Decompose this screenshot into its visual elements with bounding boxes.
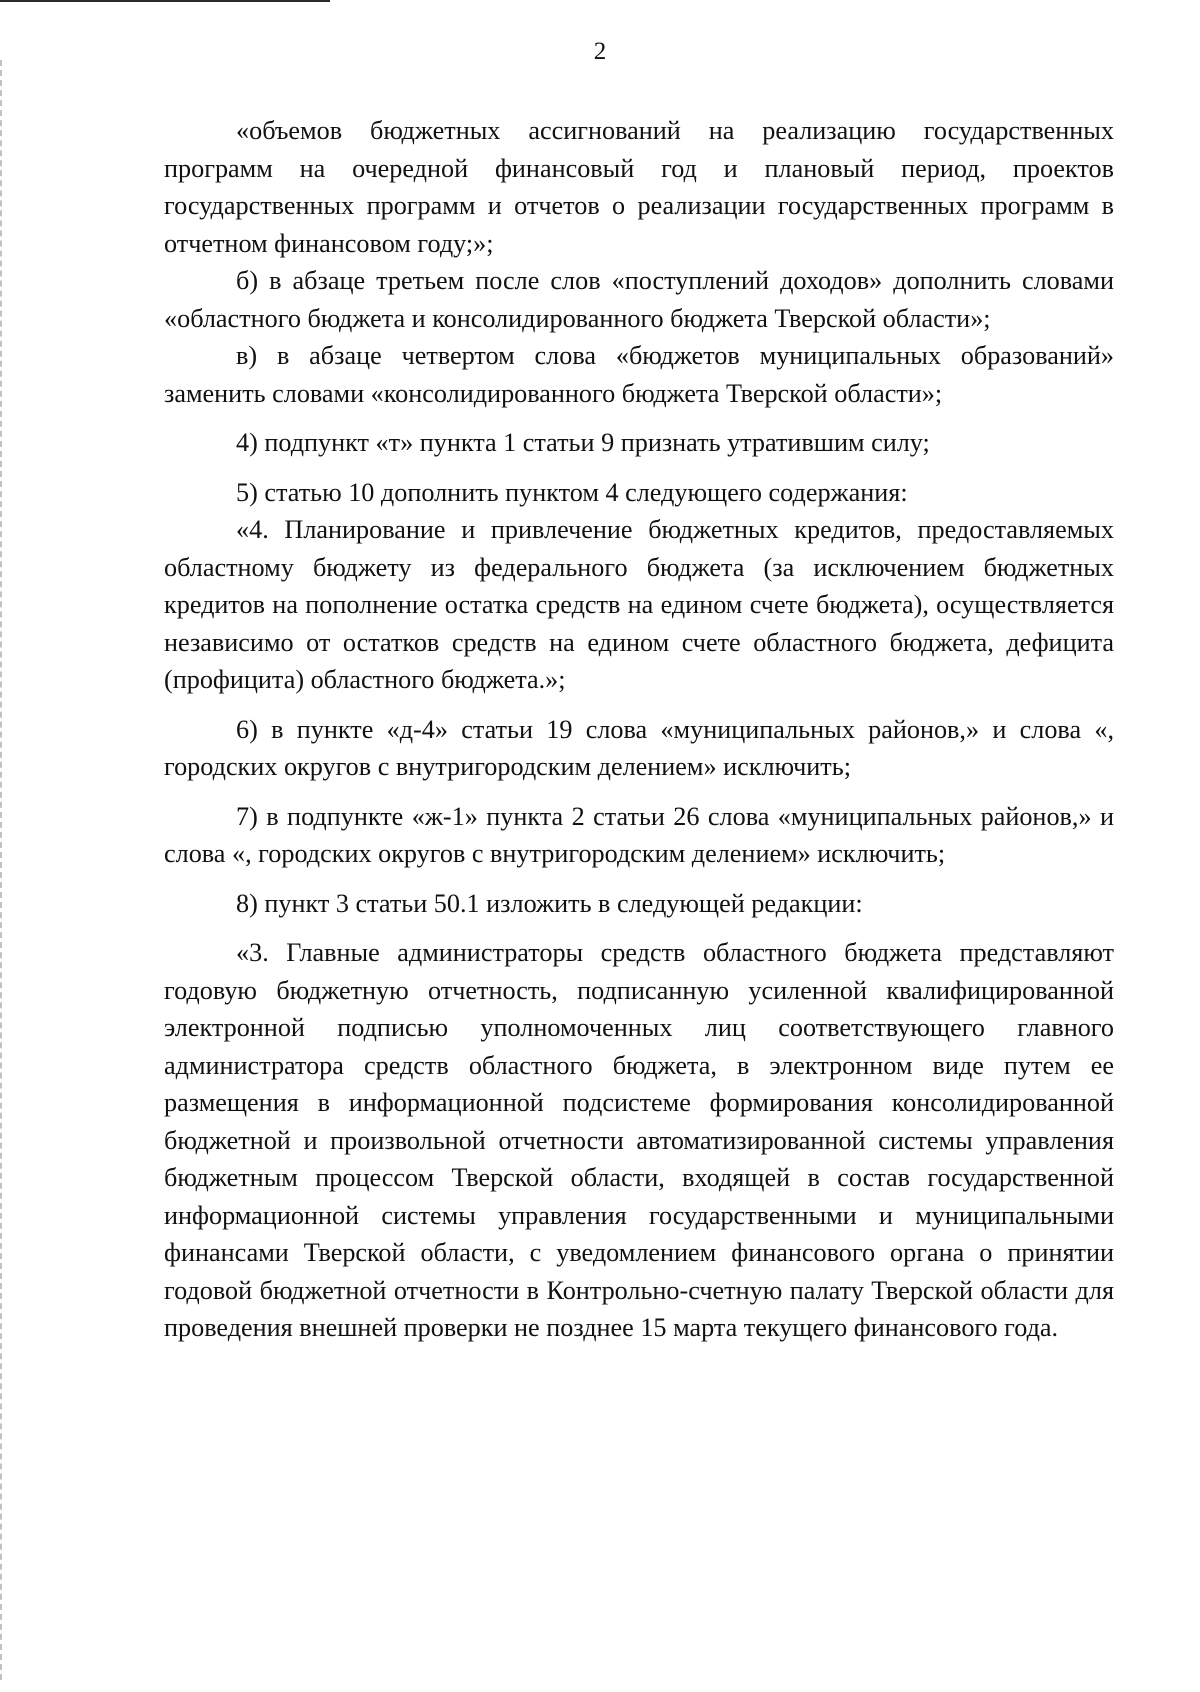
paragraph-item-4: 4) подпункт «т» пункта 1 статьи 9 признать утратившим силу; xyxy=(236,428,930,457)
paragraph-item-v: в) в абзаце четвертом слова «бюджетов муниципальных образований» заменить словами «консолидированного бюджета Тверской области»; xyxy=(164,341,1114,408)
paragraph-item-b: б) в абзаце третьем после слов «поступлений доходов» дополнить словами «областного бюджета и консолидированного бюджета Тверской области»; xyxy=(164,266,1114,333)
paragraph-item-8: 8) пункт 3 статьи 50.1 изложить в следующей редакции: xyxy=(236,888,863,918)
scan-edge-marks xyxy=(0,60,4,1680)
paragraph-item-7: 7) в подпункте «ж-1» пункта 2 статьи 26 слова «муниципальных районов,» и слова «, городских округов с внутригородским делением» исключить; xyxy=(164,801,1114,868)
page-number: 2 xyxy=(593,38,607,65)
paragraph-budget-allocations: «объемов бюджетных ассигнований на реализацию государственных программ на очередной финансовый год и плановый период, проектов государственных программ и отчетов о реализации государственных программ в отчетном финансовом году;»; xyxy=(164,116,1114,258)
paragraph-item-5: 5) статью 10 дополнить пунктом 4 следующего содержания: xyxy=(236,477,908,507)
document-body xyxy=(164,112,1114,1347)
scan-top-rule xyxy=(0,0,330,2)
paragraph-point-4-text: «4. Планирование и привлечение бюджетных кредитов, предоставляемых областному бюджету из федерального бюджета (за исключением бюджетных кредитов на пополнение остатка средств на едином счете бюджета), осуществляется независимо от остатков средств на едином счете областного бюджета, дефицита (профицита) областного бюджета.»; xyxy=(164,515,1114,694)
paragraph-item-6: 6) в пункте «д-4» статьи 19 слова «муниципальных районов,» и слова «, городских округов с внутригородским делением» исключить; xyxy=(164,714,1114,781)
paragraph-point-3-text: «3. Главные администраторы средств областного бюджета представляют годовую бюджетную отчетность, подписанную усиленной квалифицированной электронной подписью уполномоченных лиц соответствующего главного администратора средств областного бюджета, в электронном виде путем ее размещения в информационной подсистеме формирования консолидированной бюджетной и произвольной отчетности автоматизированной системы управления бюджетным процессом Тверской области, входящей в состав государственной информационной системы управления государственными и муниципальными финансами Тверской области, с уведомлением финансового органа о принятии годовой бюджетной отчетности в Контрольно-счетную палату Тверской области для проведения внешней проверки не позднее 15 марта текущего финансового года. xyxy=(164,938,1114,1342)
